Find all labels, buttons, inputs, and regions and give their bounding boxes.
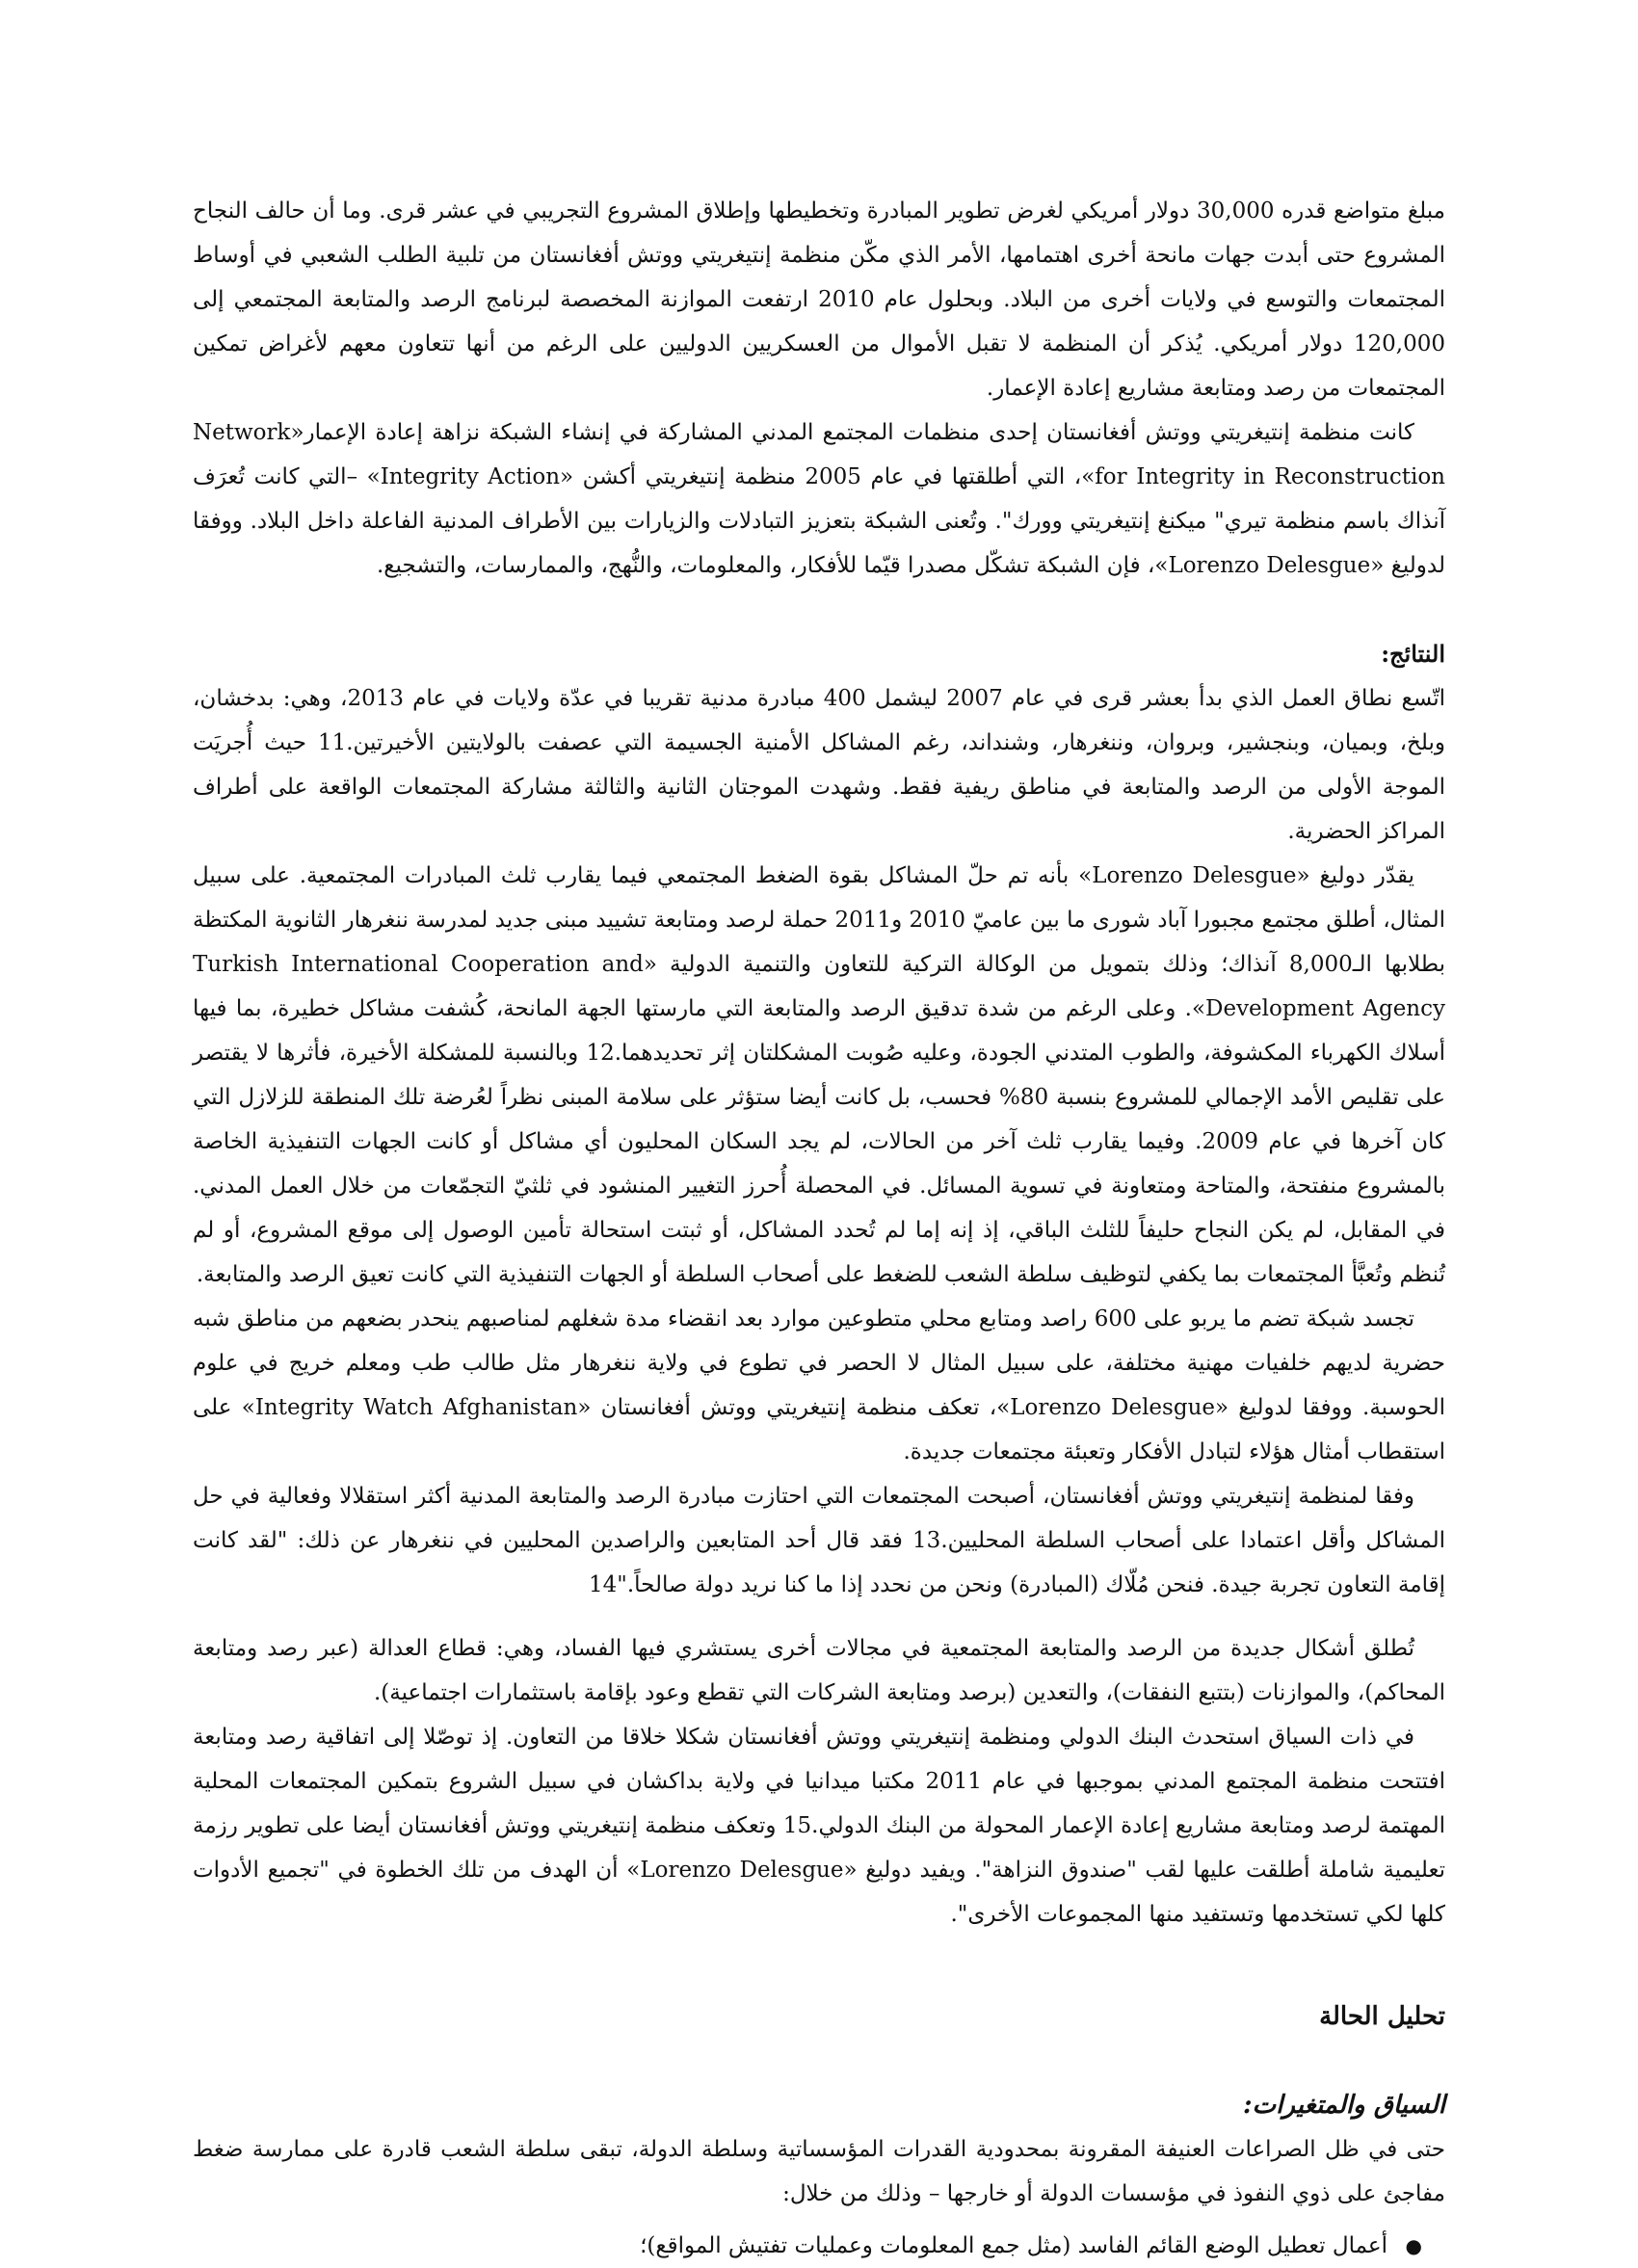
list-item bbox=[193, 2224, 1422, 2268]
paragraph-school-example: يقدّر دوليغ «Lorenzo Delesgue» بأنه تم حلّ المشاكل بقوة الضغط المجتمعي فيما يقارب ثلث المبادرات المجتمعية. على سبيل المثال، أطلق مجتمع مجبورا آباد شورى ما بين عاميّ 2010 و2011 حملة لرصد ومتابعة تشييد مبنى جديد لمدرسة ننغرهار الثانوية المكتظة بطلابها الـ8,000 آنذاك؛ وذلك بتمويل من الوكالة التركية للتعاون والتنمية الدولية «Turkish International Cooperation and Development Agency». وعلى الرغم من شدة تدقيق الرصد والمتابعة التي مارستها الجهة المانحة، كُشفت مشاكل خطيرة، بما فيها أسلاك الكهرباء المكشوفة، والطوب المتدني الجودة، وعليه صُوبت المشكلتان إثر تحديدهما.12 وبالنسبة للمشكلة الأخيرة، فأثرها لا يقتصر على تقليص الأمد الإجمالي للمشروع بنسبة 80% فحسب، بل كانت أيضا ستؤثر على سلامة المبنى نظراً لعُرضة تلك المنطقة للزلازل التي كان آخرها في عام 2009. وفيما يقارب ثلث آخر من الحالات، لم يجد السكان المحليون أي مشاكل أو كانت الجهات التنفيذية الخاصة بالمشروع منفتحة، والمتاحة ومتعاونة في تسوية المسائل. في المحصلة أُحرز التغيير المنشود في ثلثيّ التجمّعات من خلال العمل المدني. في المقابل، لم يكن النجاح حليفاً للثلث الباقي، إذ إنه إما لم تُحدد المشاكل، أو ثبتت استحالة تأمين الوصول إلى موقع المشروع، أو لم تُنظم وتُعبَّأ المجتمعات بما يكفي لتوظيف سلطة الشعب للضغط على أصحاب السلطة أو الجهات التنفيذية التي كانت تعيق الرصد والمتابعة. bbox=[193, 863, 1446, 1287]
list-item-text: أعمال تعطيل الوضع القائم الفاسد (مثل جمع المعلومات وعمليات تفتيش المواقع)؛ bbox=[640, 2233, 1387, 2258]
paragraph-new-sectors: تُطلق أشكال جديدة من الرصد والمتابعة المجتمعية في مجالات أخرى يستشري فيها الفساد، وهي: قطاع العدالة (عبر رصد ومتابعة المحاكم)، والموازنات (بتتبع النفقات)، والتعدين (برصد ومتابعة الشركات التي تقطع وعود بإقامة باستثمارات اجتماعية). bbox=[193, 1636, 1445, 1705]
text-column bbox=[193, 189, 1445, 2268]
bullet-icon: ● bbox=[1405, 2234, 1422, 2257]
results-heading: النتائج: bbox=[1381, 640, 1445, 668]
paragraph-independence: وفقا لمنظمة إنتيغريتي ووتش أفغانستان، أصبحت المجتمعات التي احتازت مبادرة الرصد والمتابعة المدنية أكثر استقلالا وفعالية في حل المشاكل وأقل اعتمادا على أصحاب السلطة المحليين.13 فقد قال أحد المتابعين والراصدين المحليين في ننغرهار عن ذلك: "لقد كانت إقامة التعاون تجربة جيدة. فنحن مُلّاك (المبادرة) ونحن من نحدد إذا ما كنا نريد دولة صالحاً."14 bbox=[193, 1484, 1445, 1597]
spacer bbox=[193, 1937, 1445, 1994]
paragraph-network: كانت منظمة إنتيغريتي ووتش أفغانستان إحدى منظمات المجتمع المدني المشاركة في إنشاء الشبكة نزاهة إعادة الإعمار«Network for Integrity in Reconstruction»، التي أطلقتها في عام 2005 منظمة إنتيغريتي أكشن «Integrity Action» –التي كانت تُعرَف آنذاك باسم منظمة تيري" ميكنغ إنتيغريتي وورك". وتُعنى الشبكة بتعزيز التبادلات والزيارات بين الأطراف المدنية الفاعلة داخل البلاد. ووفقا لدوليغ «Lorenzo Delesgue»، فإن الشبكة تشكّل مصدرا قيّما للأفكار، والمعلومات، والنُّهج، والممارسات، والتشجيع. bbox=[193, 420, 1445, 578]
spacer bbox=[193, 1607, 1445, 1626]
paragraph-funding: مبلغ متواضع قدره 30,000 دولار أمريكي لغرض تطوير المبادرة وتخطيطها وإطلاق المشروع التجريبي في عشر قرى. وما أن حالف النجاح المشروع حتى أبدت جهات مانحة أخرى اهتمامها، الأمر الذي مكّن منظمة إنتيغريتي ووتش أفغانستان من تلبية الطلب الشعبي في أوساط المجتمعات والتوسع في ولايات أخرى من البلاد. وبحلول عام 2010 ارتفعت الموازنة المخصصة لبرنامج الرصد والمتابعة المجتمعي إلى 120,000 دولار أمريكي. يُذكر أن المنظمة لا تقبل الأموال من العسكريين الدوليين على الرغم من أنها تتعاون معهم لأغراض تمكين المجتمعات من رصد ومتابعة مشاريع إعادة الإعمار. bbox=[193, 198, 1446, 401]
paragraph-people-power: حتى في ظل الصراعات العنيفة المقرونة بمحدودية القدرات المؤسساتية وسلطة الدولة، تبقى سلطة الشعب قادرة على ممارسة ضغط مفاجئ على ذوي النفوذ في مؤسسات الدولة أو خارجها – وذلك من خلال: bbox=[193, 2137, 1445, 2206]
spacer bbox=[193, 588, 1445, 632]
bullet-list bbox=[193, 2224, 1445, 2268]
spacer bbox=[193, 2039, 1445, 2083]
case-analysis-heading: تحليل الحالة bbox=[1319, 2002, 1445, 2031]
paragraph-world-bank: في ذات السياق استحدث البنك الدولي ومنظمة إنتيغريتي ووتش أفغانستان شكلا خلاقا من التعاون. إذ توصّلا إلى اتفاقية رصد ومتابعة افتتحت منظمة المجتمع المدني بموجبها في عام 2011 مكتبا ميدانيا في ولاية بداكشان في سبيل الشروع بتمكين المجتمعات المحلية المهتمة لرصد ومتابعة مشاريع إعادة الإعمار المحولة من البنك الدولي.15 وتعكف منظمة إنتيغريتي ووتش أفغانستان أيضا على تطوير رزمة تعليمية شاملة أطلقت عليها لقب "صندوق النزاهة". ويفيد دوليغ «Lorenzo Delesgue» أن الهدف من تلك الخطوة في "تجميع الأدوات كلها لكي تستخدمها وتستفيد منها المجموعات الأخرى". bbox=[193, 1725, 1446, 1927]
paragraph-volunteer-network: تجسد شبكة تضم ما يربو على 600 راصد ومتابع محلي متطوعين موارد بعد انقضاء مدة شغلهم لمناصبهم ينحدر بضعهم من مناطق شبه حضرية لديهم خلفيات مهنية مختلفة، على سبيل المثال لا الحصر في تطوع في ولاية ننغرهار مثل طالب طب ومعلم خريج في علوم الحوسبة. ووفقا لدوليغ «Lorenzo Delesgue»، تعكف منظمة إنتيغريتي ووتش أفغانستان «Integrity Watch Afghanistan» على استقطاب أمثال هؤلاء لتبادل الأفكار وتعبئة مجتمعات جديدة. bbox=[193, 1306, 1445, 1464]
paragraph-expansion: اتّسع نطاق العمل الذي بدأ بعشر قرى في عام 2007 ليشمل 400 مبادرة مدنية تقريبا في عدّة ولايات في عام 2013، وهي: بدخشان، وبلخ، وبميان، وبنجشير، وبروان، وننغرهار، وشنداند، رغم المشاكل الأمنية الجسيمة التي عصفت بالولايتين الأخيرتين.11 حيث أُجريَت الموجة الأولى من الرصد والمتابعة في مناطق ريفية فقط. وشهدت الموجتان الثانية والثالثة مشاركة المجتمعات الواقعة على أطراف المراكز الحضرية. bbox=[193, 686, 1446, 844]
context-subheading: ﺍﻟﺴﻴﺎﻕ ﻭﺍﻟﻤﺘﻐﻴﺮﺍﺕ: bbox=[1243, 2091, 1445, 2120]
